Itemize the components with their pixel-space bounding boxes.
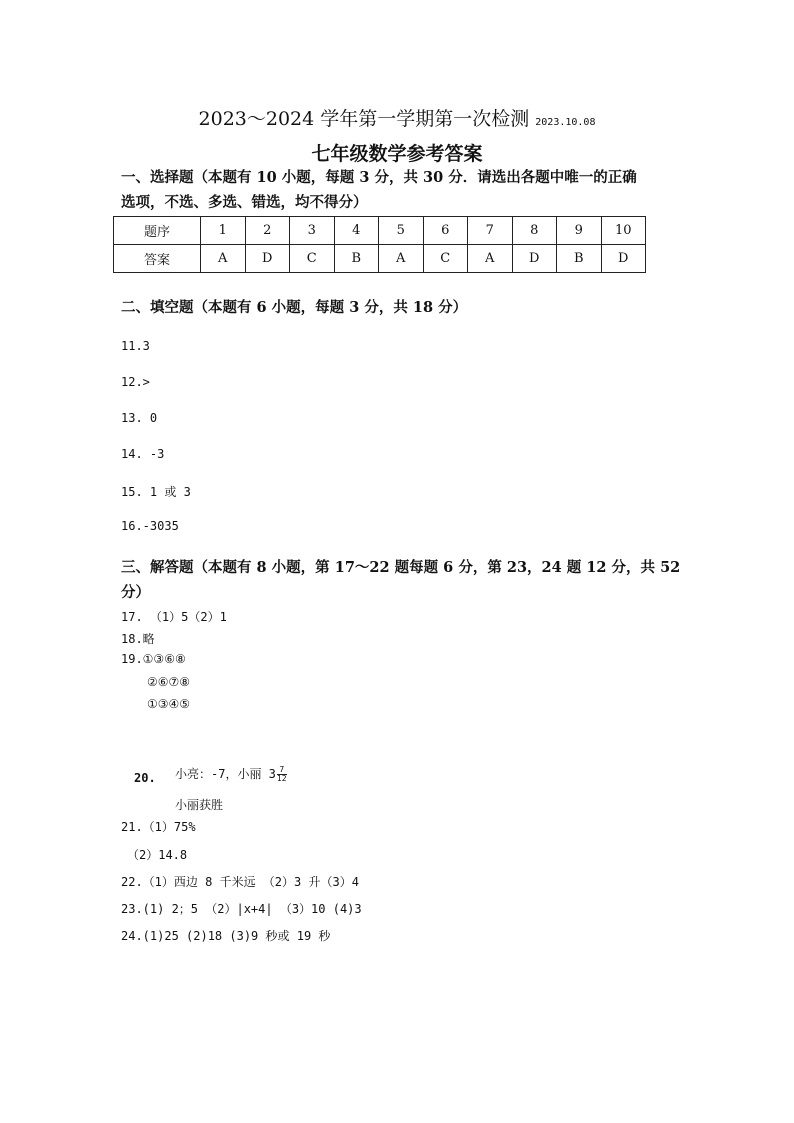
answer-24: 24.(1)25 (2)18 (3)9 秒或 19 秒	[121, 929, 331, 943]
fill-answer-15: 15. 1 或 3	[121, 485, 191, 499]
table-cell: D	[245, 245, 290, 273]
section1-heading-line2: 选项，不选、多选、错选，均不得分）	[121, 194, 368, 211]
fill-answer-14: 14. -3	[121, 447, 165, 461]
fill-answer-16: 16.-3035	[121, 519, 179, 533]
fill-answer-13: 13. 0	[121, 411, 158, 425]
answer-table	[113, 216, 646, 273]
table-cell: D	[601, 245, 646, 273]
table-cell: 2	[245, 217, 290, 245]
answer-19-line3: ①③④⑤	[147, 697, 191, 711]
table-cell: 8	[512, 217, 557, 245]
section2-heading: 二、填空题（本题有 6 小题，每题 3 分，共 18 分）	[121, 299, 468, 316]
answer-21-line1: 21.（1）75%	[121, 820, 196, 834]
table-cell: A	[468, 245, 513, 273]
answer-17: 17. （1）5（2）1	[121, 610, 227, 624]
answer-20-line1	[175, 765, 287, 783]
mixed-fraction	[277, 766, 287, 783]
answer-20-number: 20.	[134, 771, 156, 785]
table-row-answers	[114, 245, 646, 273]
answer-22: 22.（1）西边 8 千米远 （2）3 升（3）4	[121, 875, 359, 889]
section3-heading-line1: 三、解答题（本题有 8 小题，第 17～22 题每题 6 分，第 23，24 题 12 分，共 52	[121, 559, 681, 576]
exam-date: 2023.10.08	[535, 117, 596, 128]
page-subtitle: 七年级数学参考答案	[311, 143, 483, 165]
table-cell: 6	[423, 217, 468, 245]
answer-21-line2: （2）14.8	[127, 848, 188, 862]
table-header-cell: 答案	[114, 245, 201, 273]
answer-19-line1: 19.①③⑥⑧	[121, 652, 186, 666]
answer-20-line2: 小丽获胜	[175, 798, 224, 812]
title-text: 2023～2024 学年第一学期第一次检测	[198, 108, 530, 130]
table-cell: B	[334, 245, 379, 273]
answer-23: 23.(1) 2；5 （2）|x+4| （3）10 (4)3	[121, 902, 362, 916]
page-title	[0, 104, 794, 131]
fill-answer-11: 11.3	[121, 339, 150, 353]
table-cell: 3	[290, 217, 335, 245]
table-cell: C	[423, 245, 468, 273]
answer-20-text: 小亮：-7，小丽 3	[175, 767, 276, 781]
table-cell: 4	[334, 217, 379, 245]
answer-19-line2: ②⑥⑦⑧	[147, 675, 191, 689]
table-header-cell: 题序	[114, 217, 201, 245]
table-cell: C	[290, 245, 335, 273]
table-cell: 10	[601, 217, 646, 245]
answer-18: 18.略	[121, 632, 155, 646]
table-cell: A	[379, 245, 424, 273]
table-cell: B	[557, 245, 602, 273]
table-cell: D	[512, 245, 557, 273]
table-cell: 9	[557, 217, 602, 245]
section1-heading-line1: 一、选择题（本题有 10 小题，每题 3 分，共 30 分．请选出各题中唯一的正确	[121, 169, 637, 186]
fraction-denominator: 12	[276, 774, 287, 783]
table-cell: 5	[379, 217, 424, 245]
table-cell: 7	[468, 217, 513, 245]
table-row-numbers	[114, 217, 646, 245]
table-cell: A	[201, 245, 246, 273]
fill-answer-12: 12.>	[121, 375, 150, 389]
fraction-numerator: 7	[279, 765, 285, 774]
section3-heading-line2: 分）	[121, 584, 150, 601]
table-cell: 1	[201, 217, 246, 245]
